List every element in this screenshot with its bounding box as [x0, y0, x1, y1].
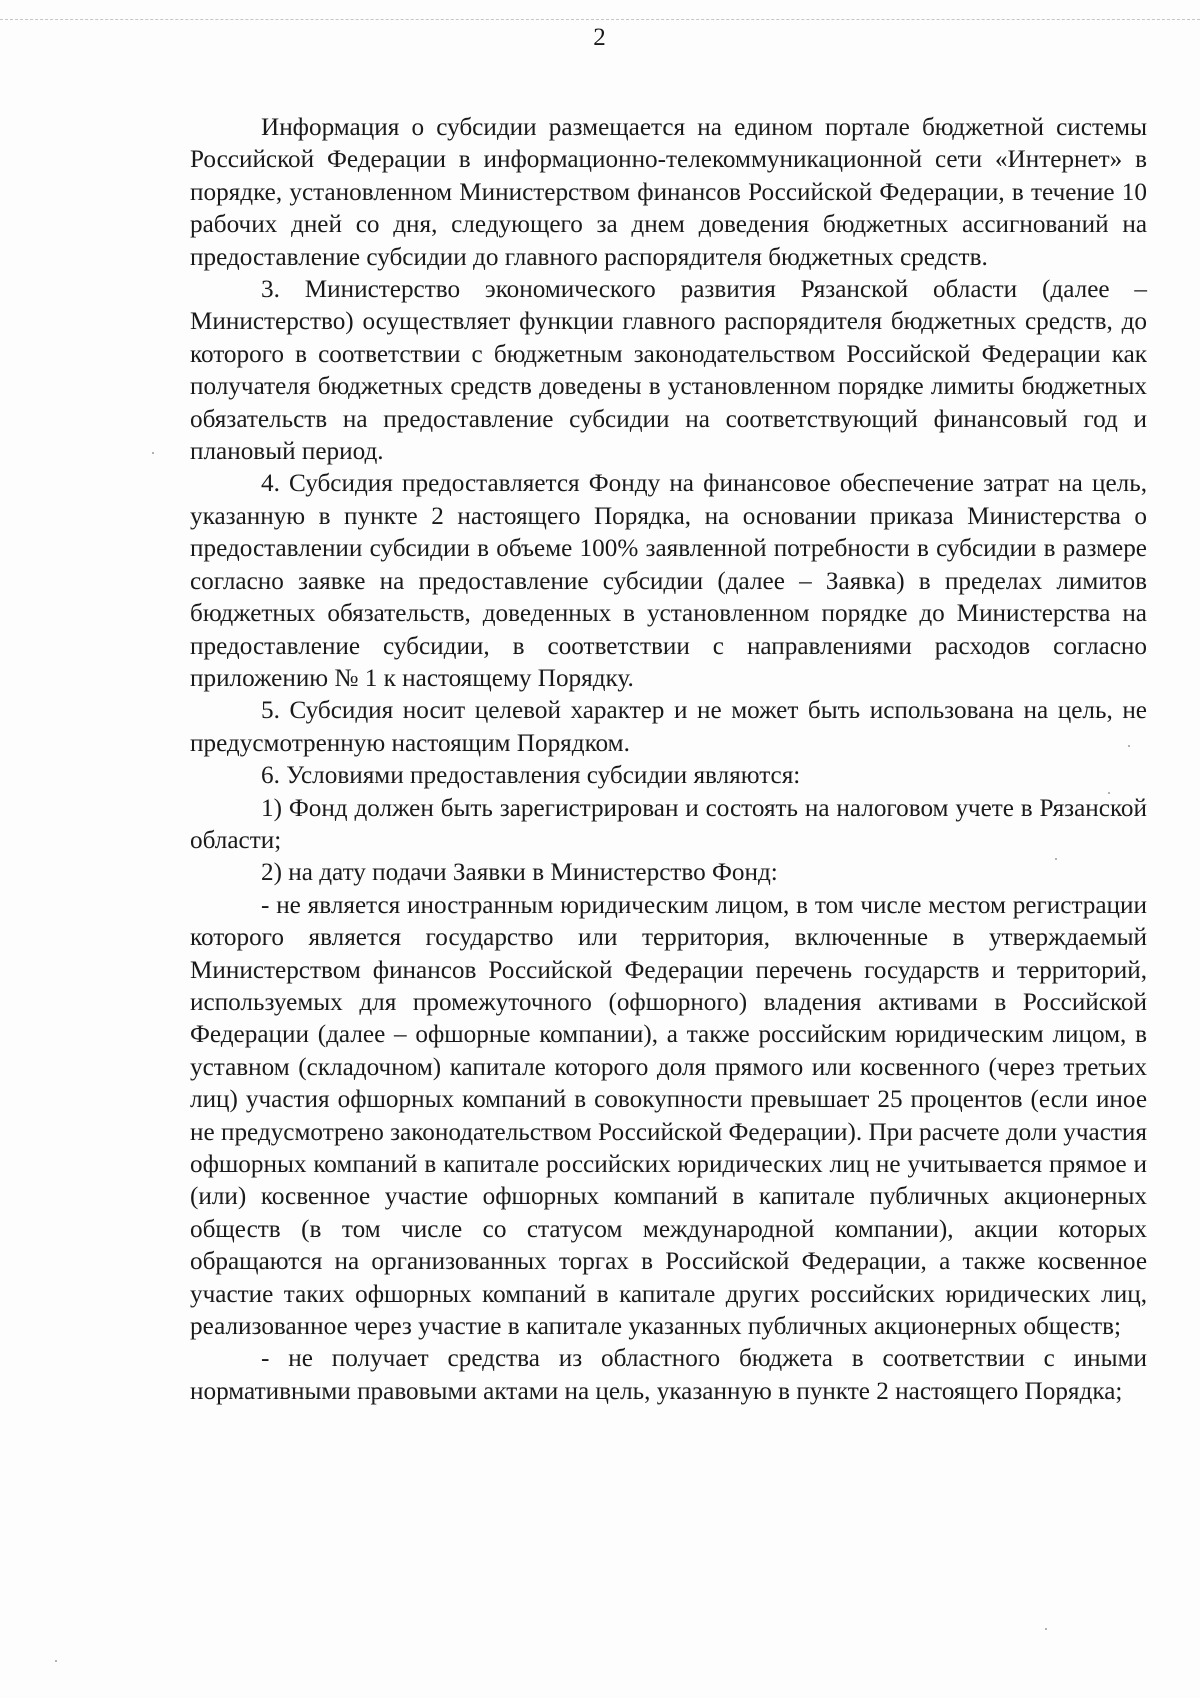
scan-speck	[152, 452, 154, 454]
scan-speck	[1055, 858, 1057, 860]
paragraph-item-3: 3. Министерство экономического развития Рязанской области (далее – Министерство) осуществляет функции главного распорядителя бюджетных средств, до которого в соответствии с бюджетным законодательством Российской Федерации как получателя бюджетных средств доведены в установленном порядке лимиты бюджетных обязательств на предоставление субсидии на соответствующий финансовый год и плановый период.	[190, 276, 1147, 466]
scan-speck	[1045, 1628, 1047, 1630]
paragraph-condition-2: 2) на дату подачи Заявки в Министерство Фонд:	[261, 859, 778, 887]
scan-speck	[55, 1660, 57, 1662]
paragraph-subsidy-info: Информация о субсидии размещается на едином портале бюджетной системы Российской Федерации в информационно-телекоммуникационной сети «Интернет» в порядке, установленном Министерством финансов Российской Федерации, в течение 10 рабочих дней со дня, следующего за днем доведения бюджетных ассигнований на предоставление субсидии до главного распорядителя бюджетных средств.	[190, 114, 1147, 271]
paragraph-item-6: 6. Условиями предоставления субсидии являются:	[261, 762, 801, 790]
scan-top-edge	[0, 19, 1200, 20]
document-body	[190, 112, 1147, 1408]
paragraph-regional-budget-criteria: - не получает средства из областного бюджета в соответствии с иными нормативными правовыми актами на цель, указанную в пункте 2 настоящего Порядка;	[190, 1345, 1147, 1405]
page-number: 2	[593, 24, 607, 51]
paragraph-offshore-criteria: - не является иностранным юридическим лицом, в том числе местом регистрации которого является государство или территория, включенные в утверждаемый Министерством финансов Российской Федерации перечень государств и территорий, используемых для промежуточного (офшорного) владения активами в Российской Федерации (далее – офшорные компании), а также российским юридическим лицом, в уставном (складочном) капитале которого доля прямого или косвенного (через третьих лиц) участия офшорных компаний в совокупности превышает 25 процентов (если иное не предусмотрено законодательством Российской Федерации). При расчете доли участия офшорных компаний в капитале российских юридических лиц не учитывается прямое и (или) косвенное участие офшорных компаний в капитале публичных акционерных обществ (в том числе со статусом международной компании), акции которых обращаются на организованных торгах в Российской Федерации, а также косвенное участие таких офшорных компаний в капитале других российских юридических лиц, реализованное через участие в капитале указанных публичных акционерных обществ;	[190, 891, 1147, 1341]
paragraph-item-5: 5. Субсидия носит целевой характер и не может быть использована на цель, не предусмотренную настоящим Порядком.	[190, 697, 1147, 757]
scan-speck	[1128, 745, 1130, 747]
paragraph-item-4: 4. Субсидия предоставляется Фонду на финансовое обеспечение затрат на цель, указанную в пункте 2 настоящего Порядка, на основании приказа Министерства о предоставлении субсидии в объеме 100% заявленной потребности в субсидии в размере согласно заявке на предоставление субсидии (далее – Заявка) в пределах лимитов бюджетных обязательств, доведенных в установленном порядке до Министерства на предоставление субсидии, в соответствии с направлениями расходов согласно приложению № 1 к настоящему Порядку.	[190, 470, 1147, 692]
paragraph-condition-1: 1) Фонд должен быть зарегистрирован и состоять на налоговом учете в Рязанской области;	[190, 794, 1147, 854]
scan-speck	[1108, 792, 1110, 794]
